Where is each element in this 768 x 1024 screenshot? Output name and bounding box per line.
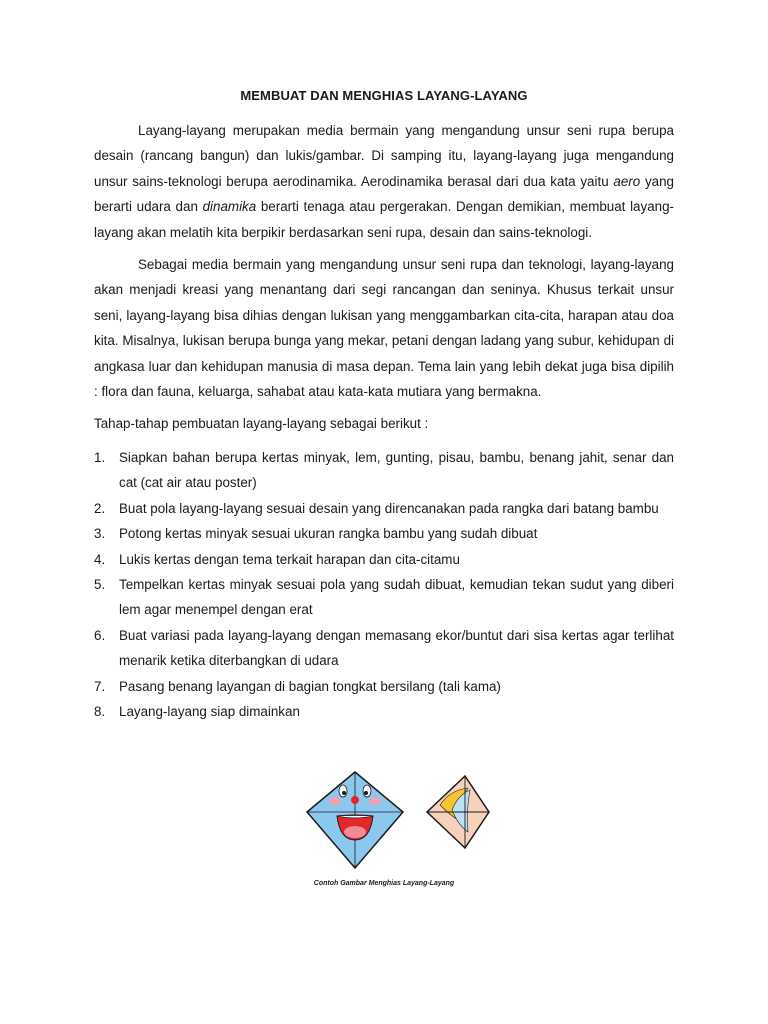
paragraph-1-part-a: Layang-layang merupakan media bermain yang mengandung unsur seni rupa berupa desain (rancang bangun) dan lukis/gambar. Di samping itu, layang-layang juga mengandung unsur sains-teknologi berupa aerodinamika. Aerodinamika berasal dari dua kata yaitu (94, 123, 674, 189)
list-item (94, 674, 674, 699)
step-text: Buat pola layang-layang sesuai desain yang direncanakan pada rangka dari batang bambu (119, 500, 659, 516)
paragraph-1-part-c: berarti tenaga atau pergerakan. Dengan demikian, membuat layang-layang akan melatih kita berpikir berdasarkan seni rupa, desain dan sains-teknologi. (94, 199, 675, 240)
document-body (94, 118, 674, 724)
list-item (94, 623, 674, 674)
list-item (94, 521, 674, 546)
step-text: Layang-layang siap dimainkan (119, 703, 300, 719)
figure-caption: Contoh Gambar Menghias Layang-Layang (313, 880, 455, 887)
step-text: Siapkan bahan berupa kertas minyak, lem, gunting, pisau, bambu, benang jahit, senar dan cat (cat air atau poster) (119, 449, 674, 491)
kite-illustration (300, 770, 490, 870)
step-number: 1. (94, 449, 106, 465)
step-number: 4. (94, 551, 106, 567)
term-aero: aero (613, 173, 641, 189)
step-text: Buat variasi pada layang-layang dengan memasang ekor/buntut dari sisa kertas agar terlihat menarik ketika diterbangkan di udara (119, 627, 674, 669)
paragraph-1 (94, 118, 674, 245)
painted-kite-icon (427, 776, 489, 848)
step-number: 7. (94, 678, 106, 694)
step-number: 8. (94, 703, 106, 719)
face-kite-icon (300, 770, 490, 870)
list-item (94, 445, 674, 496)
paragraph-1-part-b: yang berarti udara dan (94, 173, 674, 215)
paragraph-2: Sebagai media bermain yang mengandung unsur seni rupa dan teknologi, layang-layang akan menjadi kreasi yang menantang dari segi rancangan dan seninya. Khusus terkait unsur seni, layang-layang bisa dihias dengan lukisan yang menggambarkan cita-cita, harapan atau doa kita. Misalnya, lukisan berupa bunga yang mekar, petani dengan ladang yang subur, kehidupan di angkasa luar dan kehidupan manusia di masa depan. Tema lain yang lebih dekat juga bisa dipilih : flora dan fauna, keluarga, sahabat atau kata-kata mutiara yang bermakna. (94, 257, 674, 400)
step-number: 5. (94, 576, 106, 592)
list-item (94, 699, 674, 724)
step-text: Tempelkan kertas minyak sesuai pola yang sudah dibuat, kemudian tekan sudut yang diberi lem agar menempel dengan erat (119, 576, 674, 618)
steps-list (94, 445, 674, 724)
list-item (94, 547, 674, 572)
list-item (94, 496, 674, 521)
step-text: Potong kertas minyak sesuai ukuran rangka bambu yang sudah dibuat (119, 526, 538, 542)
step-text: Lukis kertas dengan tema terkait harapan dan cita-citamu (119, 551, 460, 567)
list-item (94, 572, 674, 623)
term-dinamika: dinamika (202, 199, 257, 215)
steps-intro: Tahap-tahap pembuatan layang-layang sebagai berikut : (94, 416, 429, 432)
document-title: MEMBUAT DAN MENGHIAS LAYANG-LAYANG (240, 88, 528, 103)
step-number: 2. (94, 500, 106, 516)
step-number: 6. (94, 627, 106, 643)
step-text: Pasang benang layangan di bagian tongkat bersilang (tali kama) (119, 678, 501, 694)
step-number: 3. (94, 526, 106, 542)
